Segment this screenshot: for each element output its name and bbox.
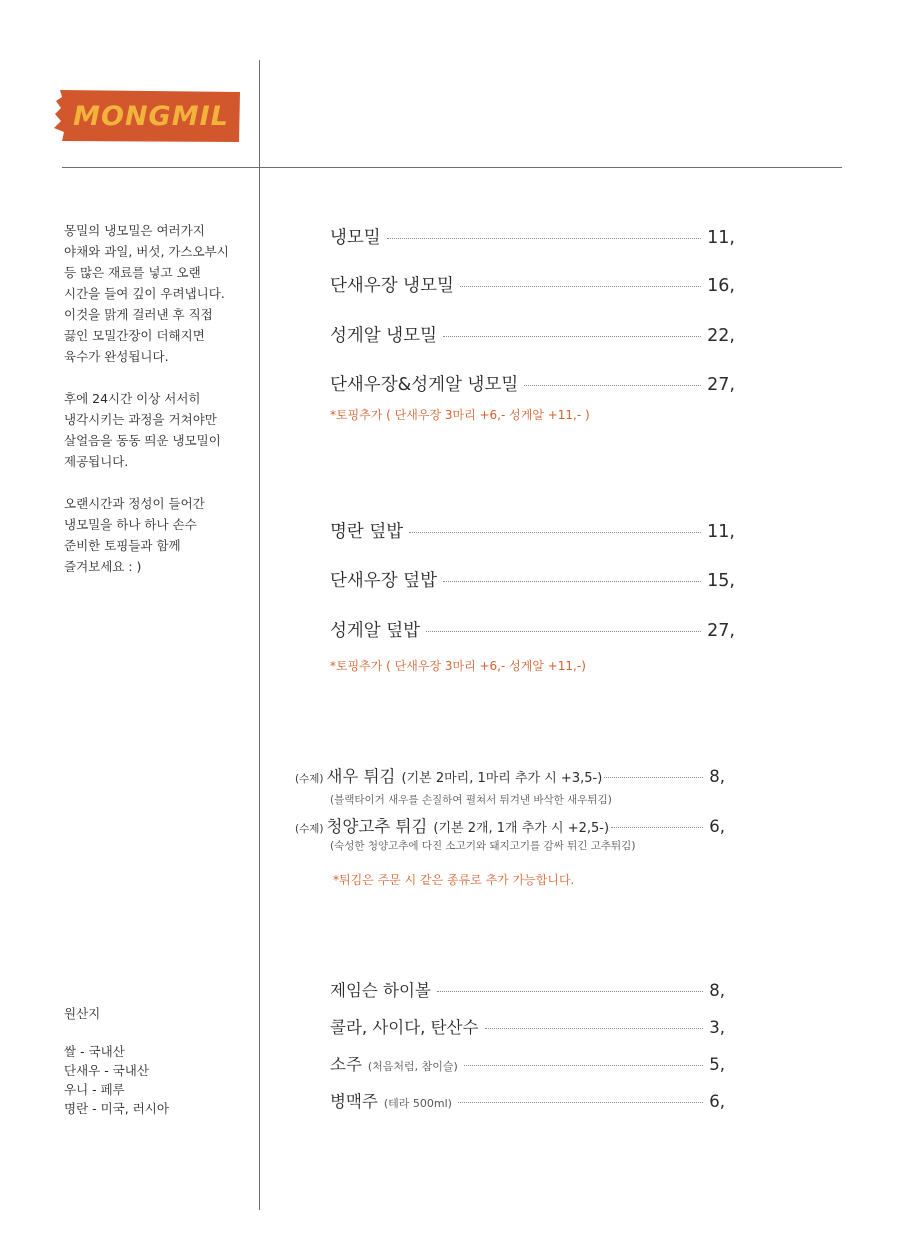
dot-leader [437,991,703,992]
dot-leader [409,532,701,533]
intro-line: 시간을 들여 깊이 우려냅니다. [64,286,225,301]
origin-info [64,1004,254,1118]
origin-title: 원산지 [64,1006,101,1021]
logo-text: MONGMIL [73,100,229,132]
menu-item-name: 성게알 냉모밀 [330,326,437,346]
origin-item: 우니 - 페루 [64,1082,125,1097]
intro-line: 오랜시간과 정성이 들어간 [64,496,205,511]
menu-item-price: 6, [709,817,725,836]
menu-item [330,1014,725,1038]
fried-note: *튀김은 주문 시 같은 종류로 추가 가능합니다. [333,873,575,887]
menu-item-name: 단새우장&성게알 냉모밀 [330,375,519,395]
menu-item-name: 청양고추 튀김 [326,817,428,836]
menu-item [295,763,725,787]
menu-item-price: 11, [707,522,735,542]
intro-line: 후에 24시간 이상 서서히 [64,391,201,406]
menu-item [330,567,735,592]
menu-item-name: 콜라, 사이다, 탄산수 [330,1018,479,1037]
menu-item-name: 새우 튀김 [326,767,396,786]
dot-leader [524,385,701,386]
menu-item-price: 15, [707,571,735,591]
intro-line: 준비한 토핑들과 함께 [64,538,181,553]
menu-item-sub: (테라 500ml) [383,1097,452,1110]
topping-note: *토핑추가 ( 단새우장 3마리 +6,- 성게알 +11,- ) [330,408,590,422]
menu-item-name: 병맥주 [330,1092,378,1111]
menu-item-name: 냉모밀 [330,228,381,248]
topping-note: *토핑추가 ( 단새우장 3마리 +6,- 성게알 +11,-) [330,659,586,673]
brand-logo [52,88,242,144]
intro-line: 야채와 과일, 버섯, 가스오부시 [64,244,229,259]
horizontal-divider [62,167,842,168]
menu-item [330,1051,725,1075]
intro-line: 냉각시키는 과정을 거쳐야만 [64,412,217,427]
menu-item-name: 제임슨 하이볼 [330,981,431,1000]
origin-item: 단새우 - 국내산 [64,1063,149,1078]
menu-item-price: 6, [709,1092,725,1111]
menu-item-description: (숙성한 청양고추에 다진 소고기와 돼지고기를 감싸 튀긴 고추튀김) [330,840,636,852]
menu-item-name: 단새우장 덮밥 [330,571,437,591]
intro-line: 살얼음을 동동 띄운 냉모밀이 [64,433,221,448]
intro-paragraph [64,493,254,577]
menu-item-prefix: (수제) [295,823,324,835]
menu-item-price: 16, [707,276,735,296]
intro-line: 등 많은 재료를 넣고 오랜 [64,265,201,280]
dot-leader [464,1065,703,1066]
menu-item-price: 3, [709,1018,725,1037]
menu-item-name: 단새우장 냉모밀 [330,276,454,296]
intro-paragraph [64,388,254,472]
origin-item: 쌀 - 국내산 [64,1044,125,1059]
menu-item-price: 27, [707,621,735,641]
intro-line: 제공됩니다. [64,454,129,469]
dot-leader [460,286,701,287]
dot-leader [426,631,701,632]
dot-leader [611,827,703,828]
menu-item-price: 27, [707,375,735,395]
menu-item [330,371,735,396]
menu-item [330,322,735,347]
menu-item-price: 11, [707,228,735,248]
dot-leader [443,336,701,337]
intro-text [64,220,254,598]
intro-line: 즐겨보세요 : ) [64,559,142,574]
menu-item [295,813,725,837]
menu-item-price: 8, [709,981,725,1000]
intro-line: 몽밀의 냉모밀은 여러가지 [64,223,205,238]
menu-item [330,617,735,642]
menu-item-name: 명란 덮밥 [330,522,404,542]
dot-leader [604,777,703,778]
menu-item [330,1088,725,1112]
intro-paragraph [64,220,254,367]
menu-item-prefix: (수제) [295,773,324,785]
menu-item-name: 성게알 덮밥 [330,621,421,641]
menu-item [330,224,735,249]
intro-line: 육수가 완성됩니다. [64,349,169,364]
menu-item-condition: (기본 2마리, 1마리 추가 시 +3,5-) [401,771,603,786]
menu-item-name: 소주 [330,1055,362,1074]
menu-item-price: 5, [709,1055,725,1074]
menu-item [330,272,735,297]
menu-item [330,977,725,1001]
vertical-divider [259,60,260,1210]
intro-line: 냉모밀을 하나 하나 손수 [64,517,197,532]
intro-line: 끓인 모밀간장이 더해지면 [64,328,205,343]
menu-item-price: 8, [709,767,725,786]
menu-item-sub: (처음처럼, 참이슬) [367,1060,458,1073]
menu-item-condition: (기본 2개, 1개 추가 시 +2,5-) [433,821,610,836]
dot-leader [443,581,701,582]
menu-item-description: (블랙타이거 새우를 손질하여 펼쳐서 튀겨낸 바삭한 새우튀김) [330,794,612,806]
dot-leader [387,238,701,239]
dot-leader [485,1028,704,1029]
menu-item [330,518,735,543]
origin-item: 명란 - 미국, 러시아 [64,1101,169,1116]
intro-line: 이것을 맑게 걸러낸 후 직접 [64,307,213,322]
dot-leader [458,1102,703,1103]
menu-item-price: 22, [707,326,735,346]
